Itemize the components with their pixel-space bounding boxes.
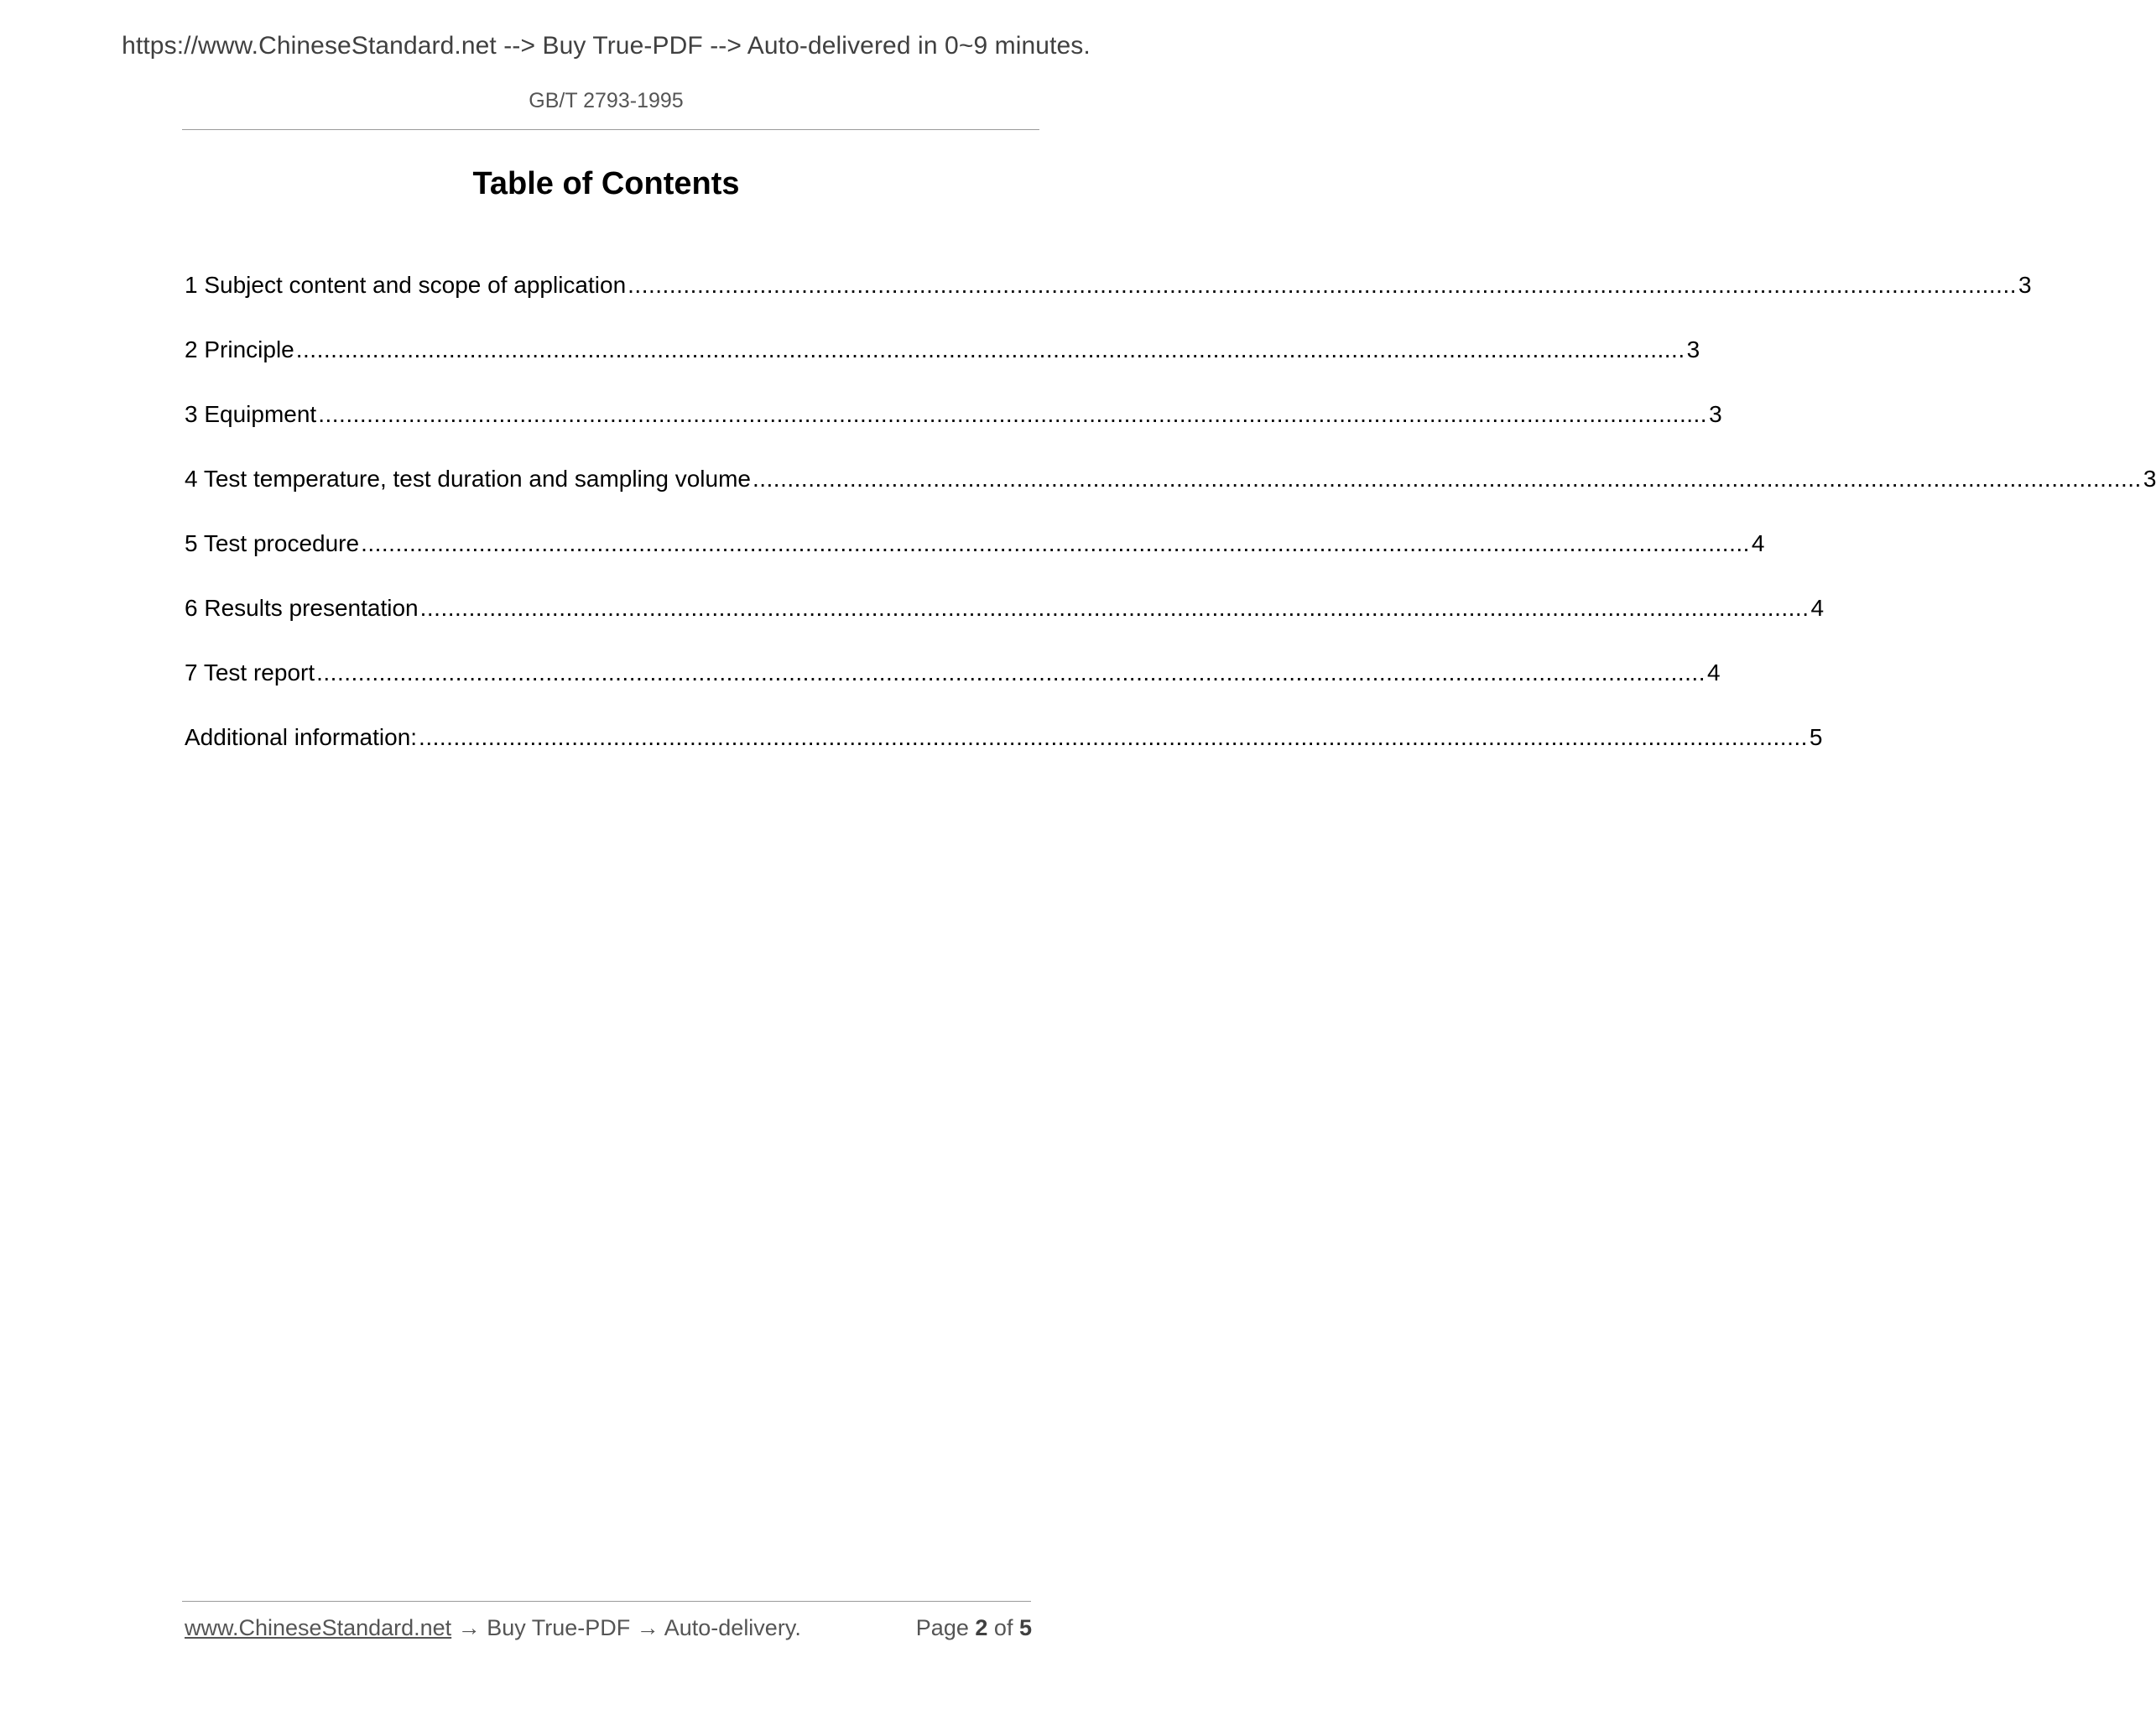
toc-dot-leader: ........................................................................................................................................................................................................ [419, 595, 1810, 621]
toc-entry-additional-info[interactable] [185, 721, 1823, 785]
toc-entry-label: 5 Test procedure [185, 530, 360, 556]
toc-entry-test-conditions[interactable] [185, 462, 2156, 527]
current-page-number: 2 [975, 1615, 988, 1640]
toc-entry-label: 7 Test report [185, 659, 315, 685]
toc-entry-subject-scope[interactable] [185, 268, 2032, 333]
toc-title: Table of Contents [472, 166, 740, 201]
toc-entry-page: 3 [2018, 272, 2032, 298]
toc-entry-label: 6 Results presentation [185, 595, 419, 621]
toc-entry-page: 3 [1686, 336, 1700, 362]
footer-tagline: → Buy True-PDF → Auto-delivery. [451, 1615, 801, 1640]
toc-dot-leader: ........................................................................................................................................................................................................ [752, 466, 2142, 492]
toc-entry-test-procedure[interactable] [185, 527, 1765, 592]
footer-divider [182, 1601, 1031, 1602]
toc-entry-page: 3 [1709, 401, 1722, 427]
toc-entry-page: 4 [1810, 595, 1825, 621]
toc-entry-page: 3 [2143, 466, 2156, 492]
toc-dot-leader: ........................................................................................................................................................................................................ [628, 272, 2018, 298]
toc-entry-page: 4 [1706, 659, 1721, 685]
toc-entry-test-report[interactable] [185, 656, 1721, 721]
total-page-count: 5 [1018, 1615, 1032, 1640]
page-word: Page [915, 1615, 969, 1640]
toc-dot-leader: ........................................................................................................................................................................................................ [316, 659, 1706, 685]
toc-entry-principle[interactable] [185, 333, 1700, 398]
toc-entry-results-presentation[interactable] [185, 592, 1825, 656]
toc-list [185, 268, 2156, 785]
page-indicator [916, 1615, 1032, 1641]
toc-entry-label: Additional information: [185, 724, 418, 750]
toc-dot-leader: ........................................................................................................................................................................................................ [295, 336, 1685, 362]
header-divider [182, 129, 1039, 130]
of-word: of [993, 1615, 1013, 1640]
footer-site-link[interactable]: www.ChineseStandard.net [185, 1615, 452, 1640]
toc-dot-leader: ........................................................................................................................................................................................................ [318, 401, 1708, 427]
toc-entry-label: 1 Subject content and scope of application [185, 272, 627, 298]
document-code: GB/T 2793-1995 [529, 89, 684, 112]
toc-entry-label: 2 Principle [185, 336, 294, 362]
toc-entry-equipment[interactable] [185, 398, 1722, 462]
toc-entry-label: 4 Test temperature, test duration and sampling volume [185, 466, 751, 492]
top-banner: https://www.ChineseStandard.net --> Buy True-PDF --> Auto-delivered in 0~9 minutes. [122, 32, 1091, 60]
toc-entry-label: 3 Equipment [185, 401, 317, 427]
toc-dot-leader: ........................................................................................................................................................................................................ [419, 724, 1808, 750]
footer-promo [185, 1615, 801, 1641]
toc-entry-page: 4 [1751, 530, 1765, 556]
toc-dot-leader: ........................................................................................................................................................................................................ [361, 530, 1750, 556]
toc-entry-page: 5 [1809, 724, 1823, 750]
page-footer [185, 1615, 1032, 1649]
